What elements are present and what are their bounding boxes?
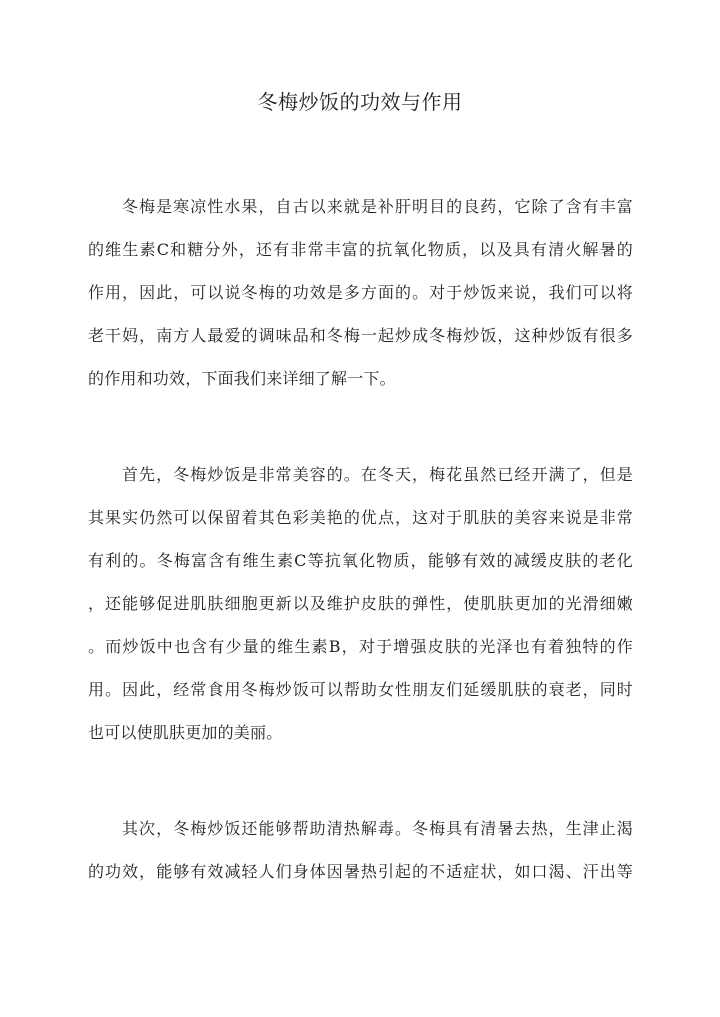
paragraph-1-line-4: 老干妈，南方人最爱的调味品和冬梅一起炒成冬梅炒饭，这种炒饭有很多 [88,326,633,345]
paragraph-1-line-5: 的作用和功效，下面我们来详细了解一下。 [88,369,396,388]
paragraph-2-line-5: 。而炒饭中也含有少量的维生素B，对于增强皮肤的光泽也有着独特的作 [88,637,633,656]
paragraph-2-line-1: 首先，冬梅炒饭是非常美容的。在冬天，梅花虽然已经开满了，但是 [122,465,633,484]
paragraph-2-line-6: 用。因此，经常食用冬梅炒饭可以帮助女性朋友们延缓肌肤的衰老，同时 [88,680,633,699]
paragraph-1-line-3: 作用，因此，可以说冬梅的功效是多方面的。对于炒饭来说，我们可以将 [88,283,633,302]
paragraph-1-line-1: 冬梅是寒凉性水果，自古以来就是补肝明目的良药，它除了含有丰富 [122,197,633,216]
paragraph-3-line-1: 其次，冬梅炒饭还能够帮助清热解毒。冬梅具有清暑去热，生津止渴 [122,819,633,838]
page-title: 冬梅炒饭的功效与作用 [257,90,463,114]
paragraph-2-line-2: 其果实仍然可以保留着其色彩美艳的优点，这对于肌肤的美容来说是非常 [88,508,633,527]
paragraph-2-line-7: 也可以使肌肤更加的美丽。 [88,723,283,742]
paragraph-2-line-4: ，还能够促进肌肤细胞更新以及维护皮肤的弹性，使肌肤更加的光滑细嫩 [88,594,633,613]
paragraph-3-line-2: 的功效，能够有效减轻人们身体因暑热引起的不适症状，如口渴、汗出等 [88,862,633,881]
paragraph-2-line-3: 有利的。冬梅富含有维生素C等抗氧化物质，能够有效的减缓皮肤的老化 [88,551,633,570]
paragraph-1-line-2: 的维生素C和糖分外，还有非常丰富的抗氧化物质，以及具有清火解暑的 [88,240,633,259]
